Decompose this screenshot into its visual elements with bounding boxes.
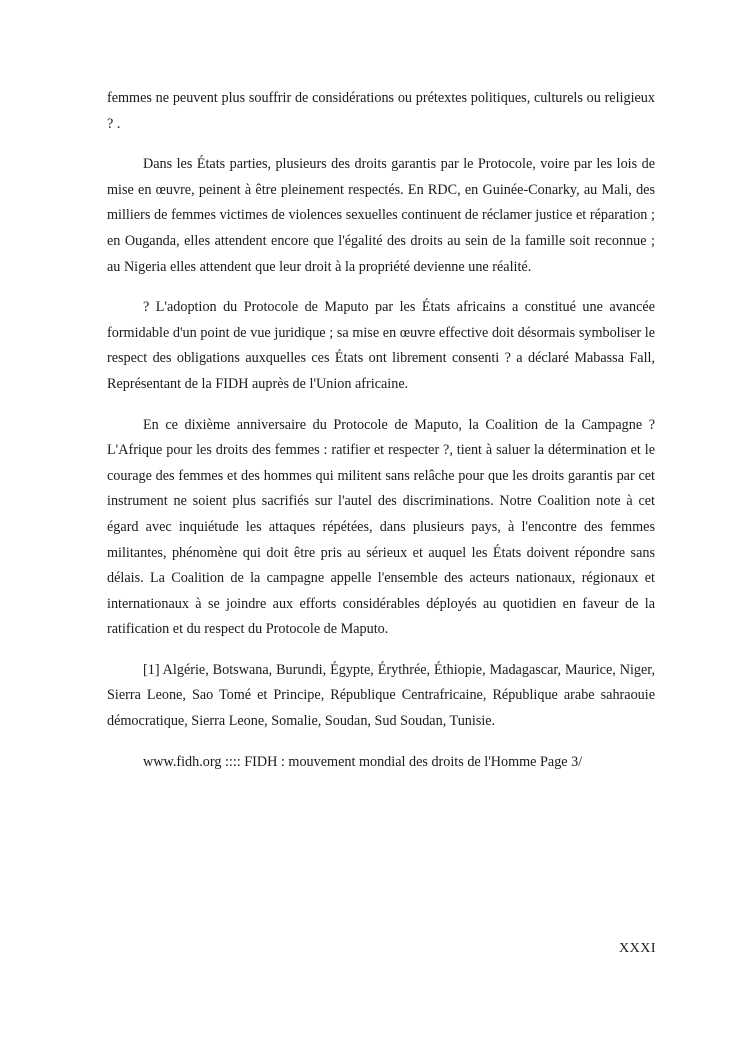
paragraph-coalition: En ce dixième anniversaire du Protocole de Maputo, la Coalition de la Campagne ? L'Afrique pour les droits des femmes : ratifier et respecter ?, tient à saluer la détermination et le courage des femmes et des hommes qui militent sans relâche pour que les droits garantis par cet instrument ne soient plus sacrifiés sur l'autel des discriminations. Notre Coalition note à cet égard avec inquiétude les attaques répétées, dans plusieurs pays, à l'encontre des femmes militantes, phénomène qui doit être pris au sérieux et auquel les États doivent répondre sans délais. La Coalition de la campagne appelle l'ensemble des acteurs nationaux, régionaux et internationaux à se joindre aux efforts considérables déployés au quotidien en faveur de la ratification et du respect du Protocole de Maputo. bbox=[107, 416, 655, 638]
body-text bbox=[107, 86, 655, 790]
paragraph-states-parties: Dans les États parties, plusieurs des droits garantis par le Protocole, voire par les lois de mise en œuvre, peinent à être pleinement respectés. En RDC, en Guinée-Conarky, au Mali, des milliers de femmes victimes de violences sexuelles continuent de réclamer justice et réparation ; en Ouganda, elles attendent encore que l'égalité des droits au sein de la famille soit reconnue ; au Nigeria elles attendent que leur droit à la propriété devienne une réalité. bbox=[107, 156, 655, 275]
paragraph-quote-fidh: ? L'adoption du Protocole de Maputo par les États africains a constitué une avancée formidable d'un point de vue juridique ; sa mise en œuvre effective doit désormais symboliser le respect des obligations auxquelles ces États ont librement consenti ? a déclaré Mabassa Fall, Représentant de la FIDH auprès de l'Union africaine. bbox=[107, 299, 655, 392]
paragraph-continuation: femmes ne peuvent plus souffrir de considérations ou prétextes politiques, culturels ou religieux ? . bbox=[107, 90, 655, 132]
page-number: XXXI bbox=[619, 941, 656, 956]
paragraph-footnote: [1] Algérie, Botswana, Burundi, Égypte, Érythrée, Éthiopie, Madagascar, Maurice, Niger, Sierra Leone, Sao Tomé et Principe, République Centrafricaine, République arabe sahraouie démocratique, Sierra Leone, Somalie, Soudan, Sud Soudan, Tunisie. bbox=[107, 661, 655, 730]
paragraph-source-line: www.fidh.org :::: FIDH : mouvement mondial des droits de l'Homme Page 3/ bbox=[143, 753, 583, 770]
